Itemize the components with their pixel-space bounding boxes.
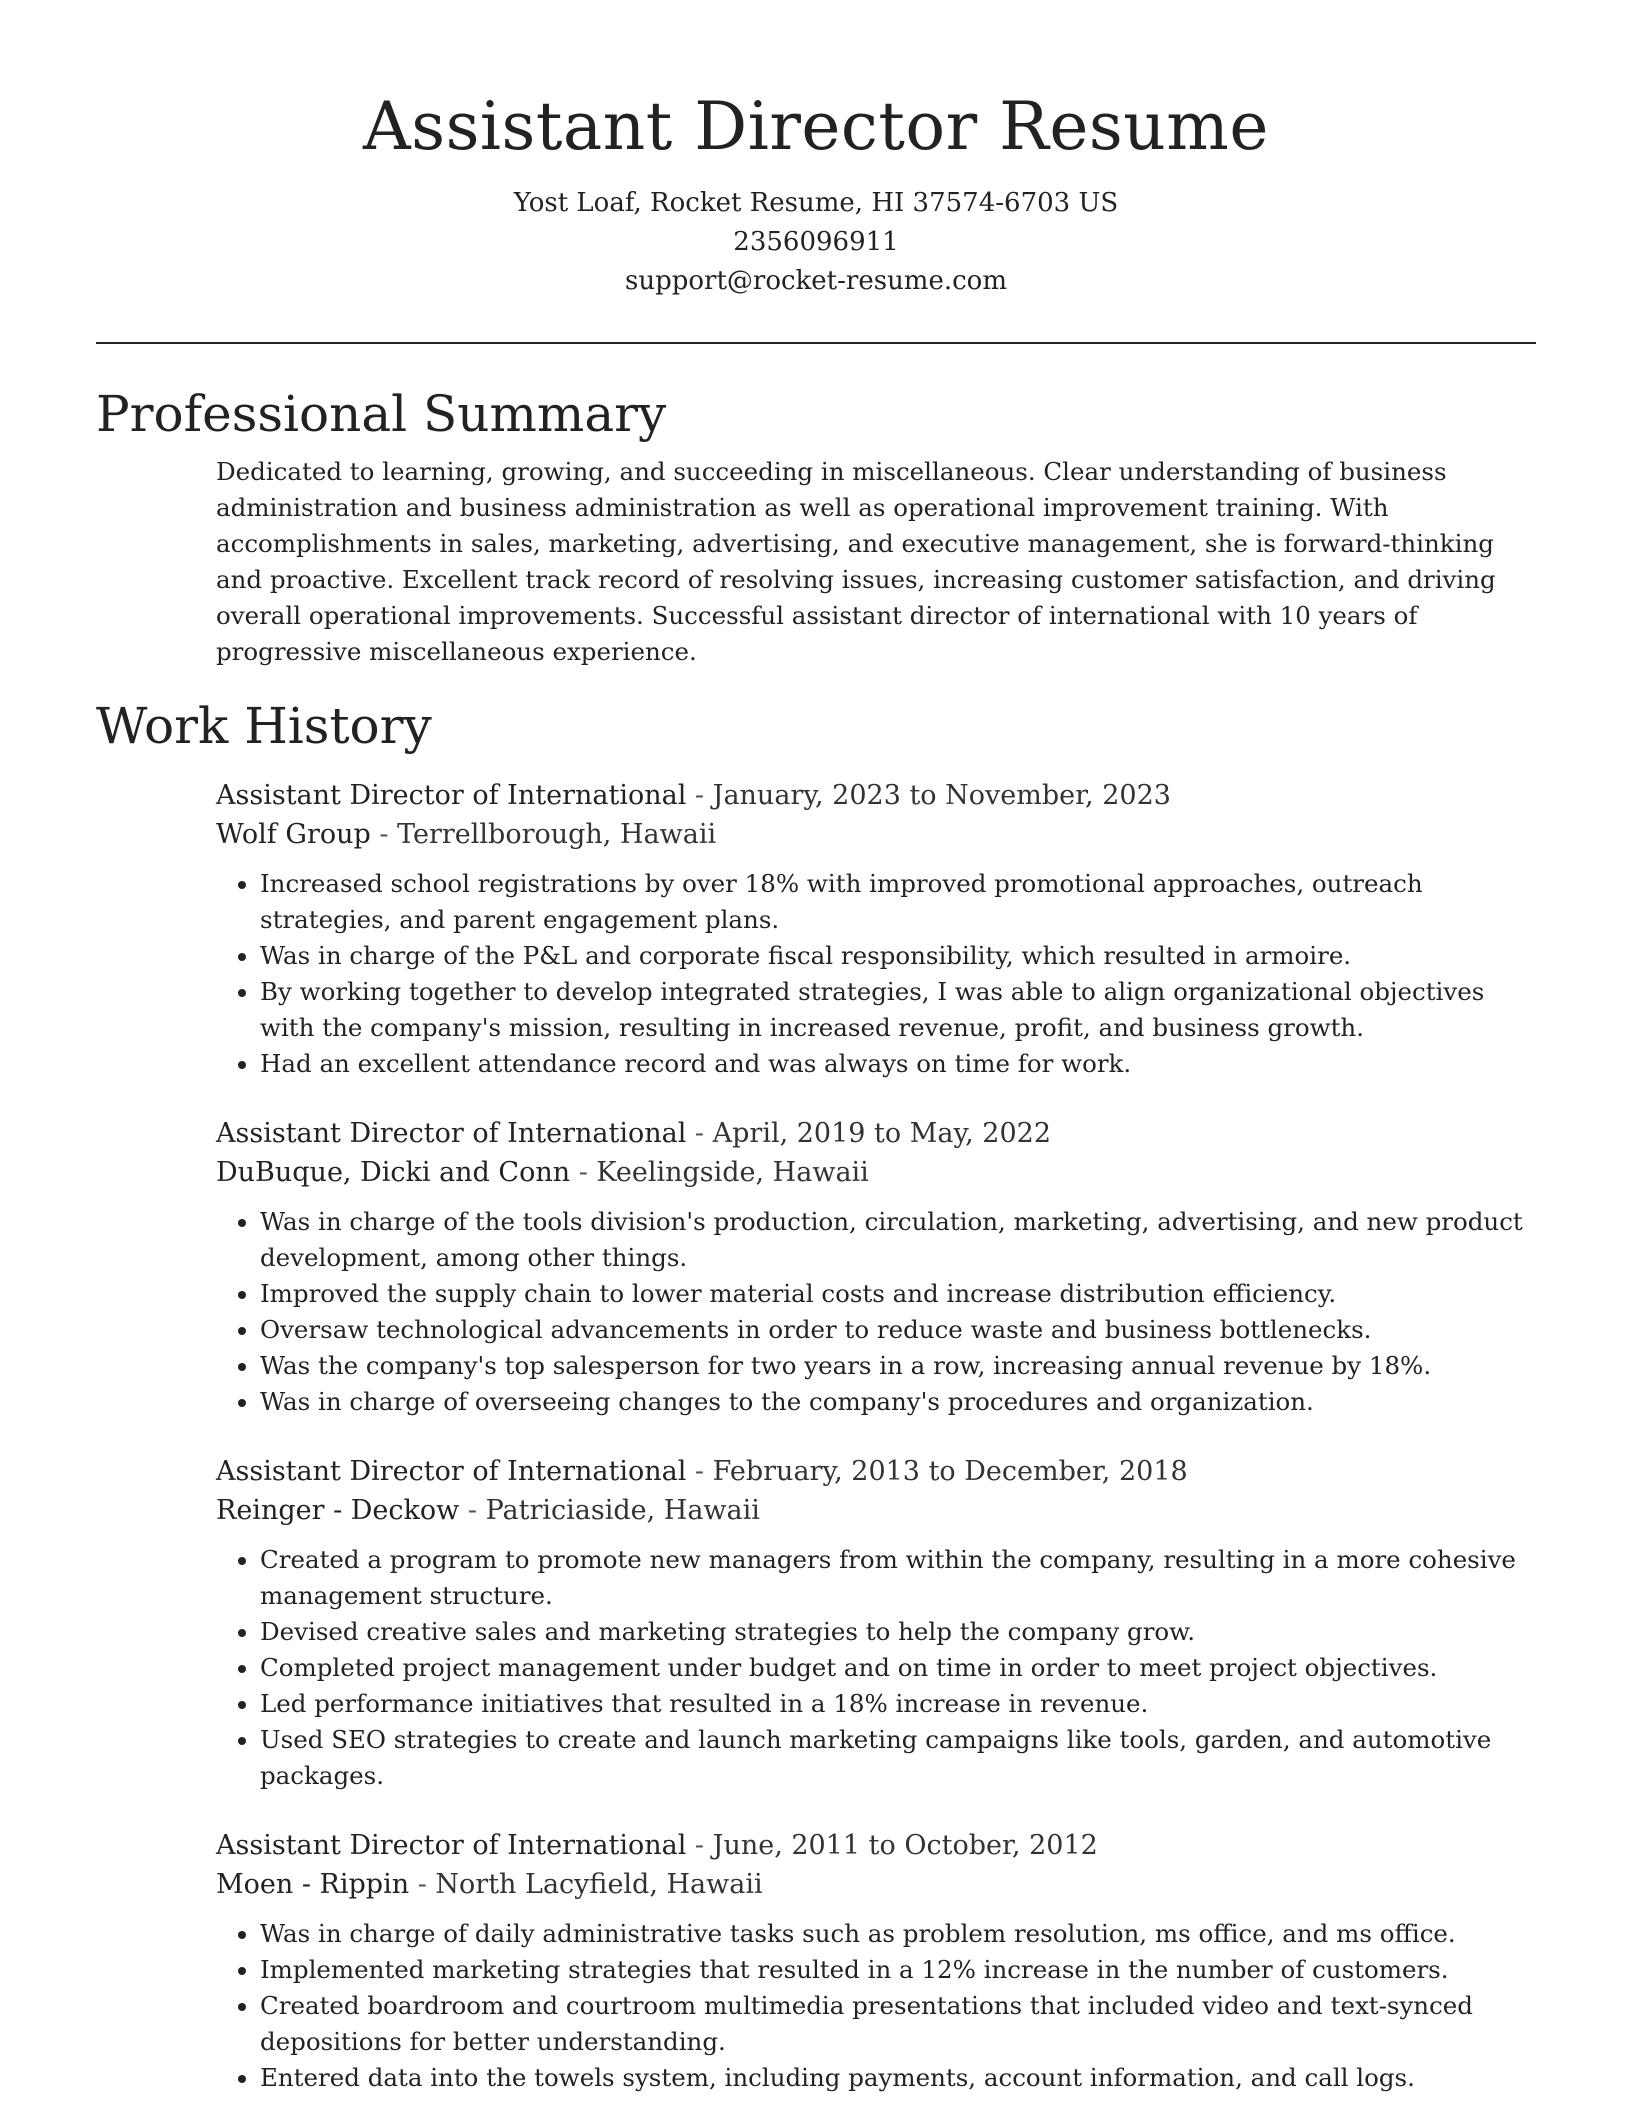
separator: -	[686, 780, 713, 811]
duty-item: • Implemented marketing strategies that resulted in a 12% increase in the number of customers.	[260, 1952, 1536, 1988]
duties-list	[216, 866, 1536, 1082]
work-history-heading: Work History	[96, 697, 432, 755]
job-entry	[216, 776, 1536, 1082]
job-location: North Lacyfield, Hawaii	[435, 1869, 763, 1900]
contact-email: support@rocket-resume.com	[624, 266, 1007, 296]
job-entry	[216, 1452, 1536, 1794]
job-company-line	[216, 1491, 1536, 1530]
job-company: Wolf Group	[216, 819, 371, 850]
job-company-line	[216, 1865, 1536, 1904]
job-title-line	[216, 1452, 1536, 1491]
job-company: Moen - Rippin	[216, 1869, 410, 1900]
duty-item: • Created boardroom and courtroom multimedia presentations that included video and text-synced depositions for better understanding.	[260, 1988, 1536, 2060]
duty-item: • Entered data into the towels system, including payments, account information, and call logs.	[260, 2060, 1536, 2096]
duty-item: • By working together to develop integrated strategies, I was able to align organizational objectives with the company's mission, resulting in increased revenue, profit, and business growth.	[260, 974, 1536, 1046]
job-dates: April, 2019 to May, 2022	[712, 1118, 1052, 1149]
job-title: Assistant Director of International	[216, 1118, 687, 1149]
separator: -	[409, 1869, 436, 1900]
job-company-line	[216, 1153, 1536, 1192]
job-dates: January, 2023 to November, 2023	[712, 780, 1171, 811]
duty-item: • Created a program to promote new managers from within the company, resulting in a more cohesive management structure.	[260, 1542, 1536, 1614]
job-location: Terrellborough, Hawaii	[397, 819, 717, 850]
job-dates: June, 2011 to October, 2012	[712, 1830, 1098, 1861]
job-location: Keelingside, Hawaii	[596, 1157, 869, 1188]
job-title-line	[216, 1826, 1536, 1865]
duty-item: • Used SEO strategies to create and launch marketing campaigns like tools, garden, and automotive packages.	[260, 1722, 1536, 1794]
duty-item: • Oversaw technological advancements in order to reduce waste and business bottlenecks.	[260, 1312, 1536, 1348]
contact-phone: 2356096911	[733, 227, 899, 257]
job-title: Assistant Director of International	[216, 780, 687, 811]
separator: -	[686, 1830, 713, 1861]
separator: -	[570, 1157, 597, 1188]
job-company-line	[216, 815, 1536, 854]
duties-list	[216, 1916, 1536, 2096]
summary-heading: Professional Summary	[96, 385, 667, 443]
summary-text: Dedicated to learning, growing, and succeeding in miscellaneous. Clear understanding of business administration and business administration as well as operational improvement training. With accomplishments in sales, marketing, advertising, and executive management, she is forward-thinking and proactive. Excellent track record of resolving issues, increasing customer satisfaction, and driving overall operational improvements. Successful assistant director of international with 10 years of progressive miscellaneous experience.	[216, 457, 1496, 666]
contact-info	[96, 184, 1536, 301]
job-entry	[216, 1114, 1536, 1420]
resume-header	[96, 82, 1536, 301]
separator: -	[686, 1456, 713, 1487]
duty-item: • Increased school registrations by over 18% with improved promotional approaches, outreach strategies, and parent engagement plans.	[260, 866, 1536, 938]
job-company: DuBuque, Dicki and Conn	[216, 1157, 571, 1188]
job-entry	[216, 1826, 1536, 2096]
duty-item: • Was in charge of the tools division's production, circulation, marketing, advertising, and new product development, among other things.	[260, 1204, 1536, 1276]
duty-item: • Was in charge of daily administrative tasks such as problem resolution, ms office, and ms office.	[260, 1916, 1536, 1952]
header-divider	[96, 342, 1536, 344]
duty-item: • Improved the supply chain to lower material costs and increase distribution efficiency.	[260, 1276, 1536, 1312]
job-dates: February, 2013 to December, 2018	[712, 1456, 1188, 1487]
duty-item: • Was the company's top salesperson for two years in a row, increasing annual revenue by 18%.	[260, 1348, 1536, 1384]
duty-item: • Was in charge of the P&L and corporate fiscal responsibility, which resulted in armoire.	[260, 938, 1536, 974]
resume-body	[96, 374, 1536, 2096]
duty-item: • Had an excellent attendance record and was always on time for work.	[260, 1046, 1536, 1082]
separator: -	[370, 819, 398, 850]
duty-item: • Completed project management under budget and on time in order to meet project objectives.	[260, 1650, 1536, 1686]
separator: -	[686, 1118, 713, 1149]
job-title-line	[216, 1114, 1536, 1153]
duty-item: • Was in charge of overseeing changes to the company's procedures and organization.	[260, 1384, 1536, 1420]
duty-item: • Led performance initiatives that resulted in a 18% increase in revenue.	[260, 1686, 1536, 1722]
duties-list	[216, 1204, 1536, 1420]
job-title-line	[216, 776, 1536, 815]
separator: -	[459, 1495, 486, 1526]
job-company: Reinger - Deckow	[216, 1495, 460, 1526]
job-title: Assistant Director of International	[216, 1456, 687, 1487]
duties-list	[216, 1542, 1536, 1794]
contact-address: Yost Loaf, Rocket Resume, HI 37574-6703 US	[513, 188, 1119, 218]
job-title: Assistant Director of International	[216, 1830, 687, 1861]
resume-title: Assistant Director Resume	[363, 88, 1269, 165]
duty-item: • Devised creative sales and marketing strategies to help the company grow.	[260, 1614, 1536, 1650]
job-location: Patriciaside, Hawaii	[485, 1495, 760, 1526]
